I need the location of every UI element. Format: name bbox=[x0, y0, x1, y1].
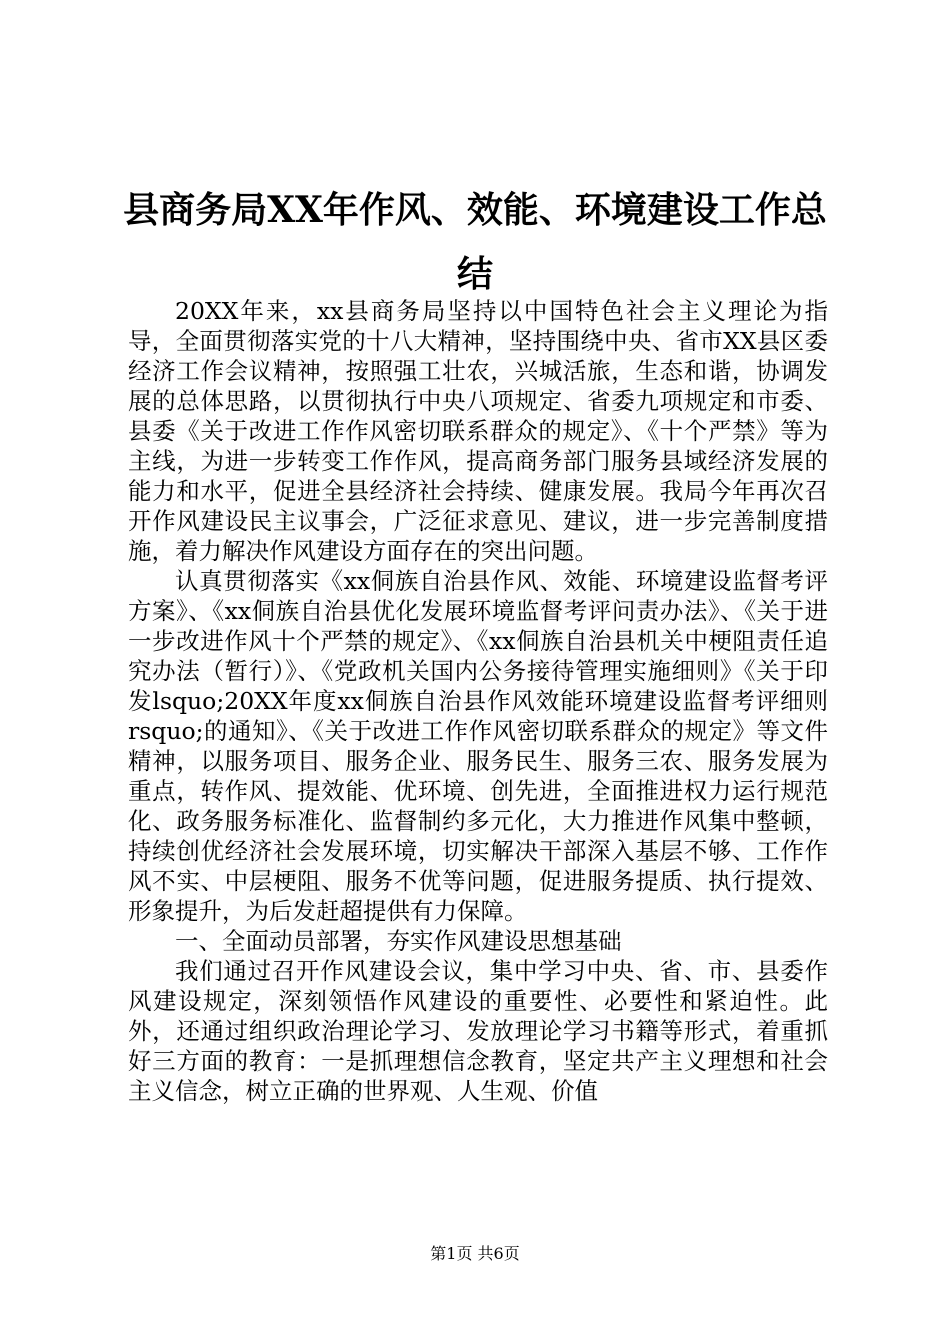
paragraph-section-1: 我们通过召开作风建设会议，集中学习中央、省、市、县委作风建设规定，深刻领悟作风建设的重要性、必要性和紧迫性。此外，还通过组织政治理论学习、发放理论学习书籍等形式，着重抓好三方面的教育：一是抓理想信念教育，坚定共产主义理想和社会主义信念，树立正确的世界观、人生观、价值 bbox=[128, 957, 828, 1105]
document-body bbox=[128, 296, 828, 1106]
paragraph-implementation: 认真贯彻落实《xx侗族自治县作风、效能、环境建设监督考评方案》、《xx侗族自治县优化发展环境监督考评问责办法》、《关于进一步改进作风十个严禁的规定》、《xx侗族自治县机关中梗阻责任追究办法（暂行）》、《党政机关国内公务接待管理实施细则》《关于印发lsquo;20XX年度xx侗族自治县作风效能环境建设监督考评细则rsquo;的通知》、《关于改进工作作风密切联系群众的规定》等文件精神，以服务项目、服务企业、服务民生、服务三农、服务发展为重点，转作风、提效能、优环境、创先进，全面推进权力运行规范化、政务服务标准化、监督制约多元化，大力推进作风集中整顿，持续创优经济社会发展环境，切实解决干部深入基层不够、工作作风不实、中层梗阻、服务不优等问题，促进服务提质、执行提效、形象提升，为后发赶超提供有力保障。 bbox=[128, 567, 828, 925]
page-footer: 第1页 共6页 bbox=[430, 1244, 520, 1263]
paragraph-intro: 20XX年来，xx县商务局坚持以中国特色社会主义理论为指导，全面贯彻落实党的十八大精神，坚持围绕中央、省市XX县区委经济工作会议精神，按照强工壮农，兴城活旅，生态和谐，协调发展的总体思路，以贯彻执行中央八项规定、省委九项规定和市委、县委《关于改进工作作风密切联系群众的规定》、《十个严禁》等为主线，为进一步转变工作作风，提高商务部门服务县域经济发展的能力和水平，促进全县经济社会持续、健康发展。我局今年再次召开作风建设民主议事会，广泛征求意见、建议，进一步完善制度措施，着力解决作风建设方面存在的突出问题。 bbox=[128, 297, 828, 565]
document-title: 县商务局XX年作风、效能、环境建设工作总结 bbox=[123, 189, 827, 295]
section-heading-1: 一、全面动员部署，夯实作风建设思想基础 bbox=[175, 927, 622, 955]
